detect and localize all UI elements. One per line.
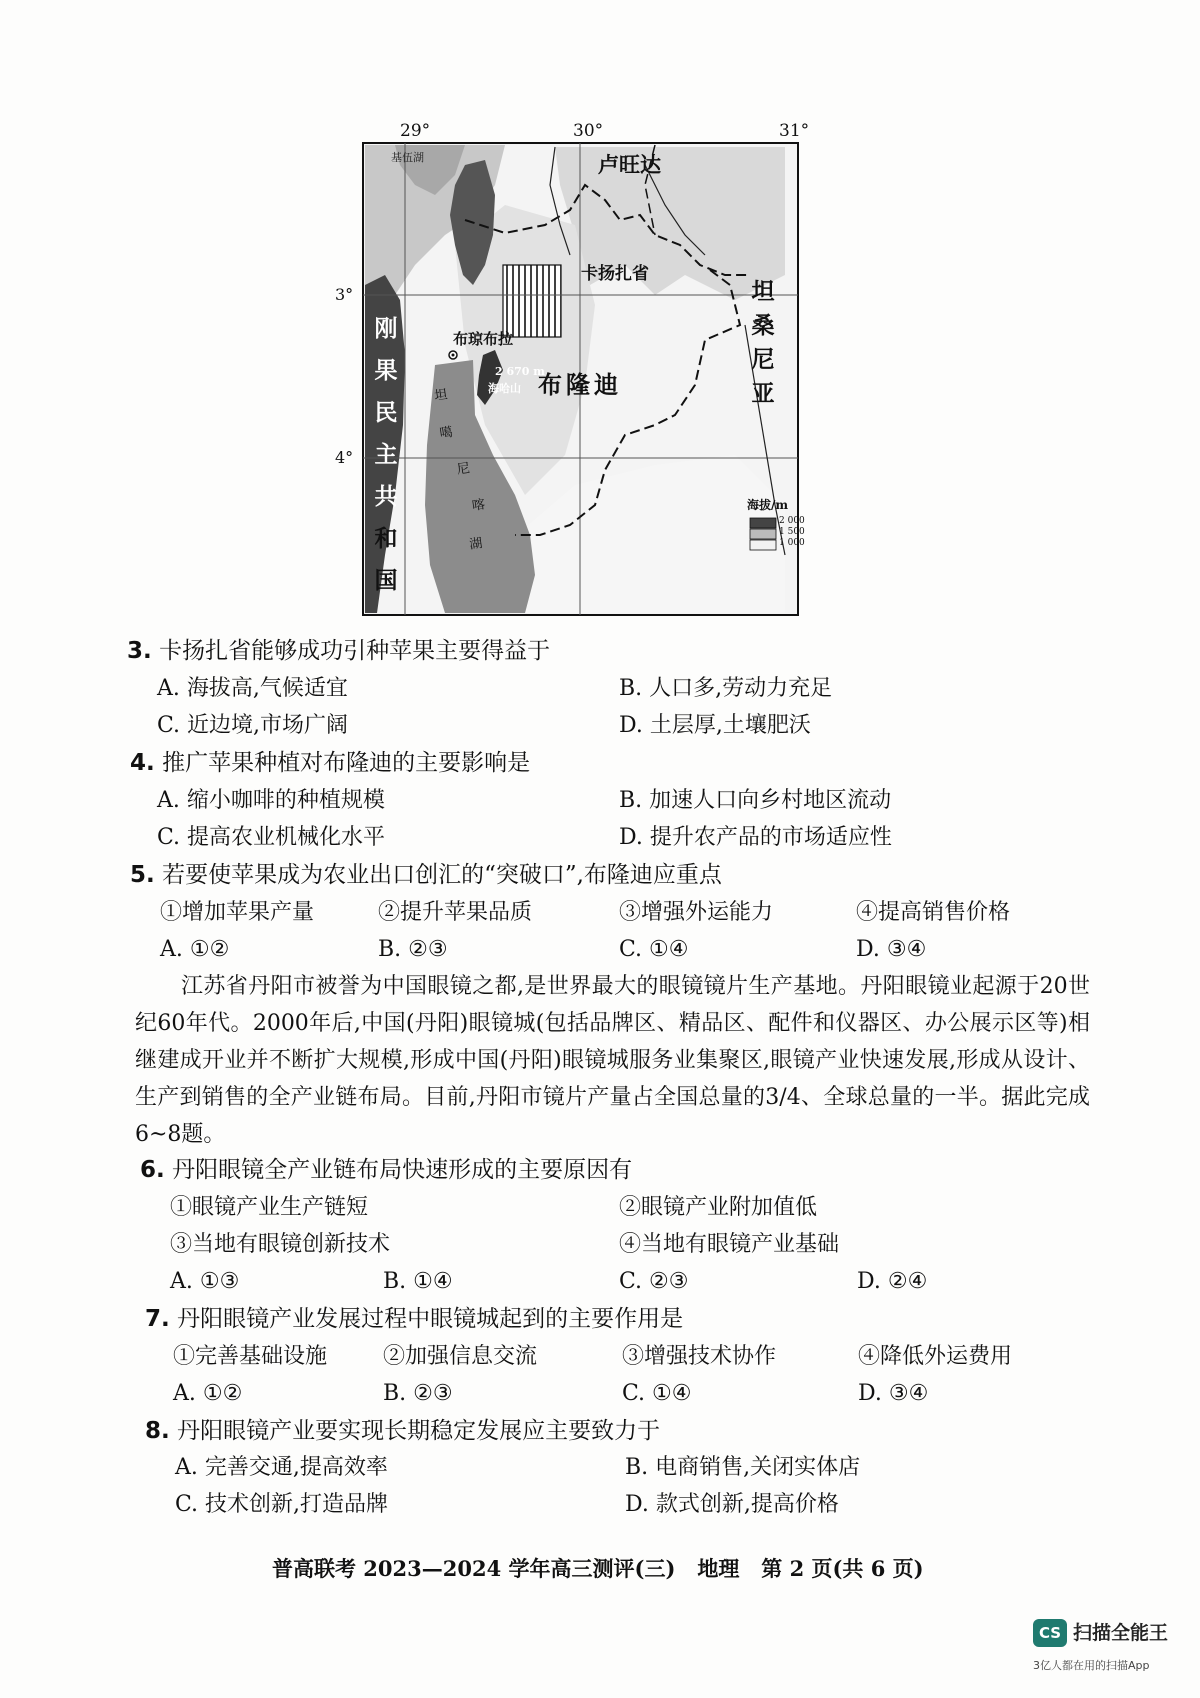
q6-option-b: B. ①④ <box>383 1269 453 1294</box>
legend-title: 海拔/m <box>747 498 789 512</box>
label-rwanda: 卢旺达 <box>598 152 661 177</box>
scanner-logo-icon: CS <box>1033 1619 1067 1647</box>
q6-item-2: ②眼镜产业附加值低 <box>619 1195 818 1220</box>
lon-label-29: 29° <box>400 121 431 141</box>
lat-label-3: 3° <box>335 285 354 304</box>
q4-option-a: A. 缩小咖啡的种植规模 <box>157 788 385 813</box>
label-lake-kivu: 基伍湖 <box>391 151 424 164</box>
q3-option-d: D. 土层厚,土壤肥沃 <box>619 713 811 738</box>
q6-item-3: ③当地有眼镜创新技术 <box>170 1232 391 1257</box>
question-4-stem: 4. 推广苹果种植对布隆迪的主要影响是 <box>130 750 531 776</box>
region-map <box>335 121 810 635</box>
q6-item-1: ①眼镜产业生产链短 <box>170 1195 369 1220</box>
label-burundi: 布隆迪 <box>538 370 622 399</box>
q5-item-3: ③增强外运能力 <box>619 900 774 925</box>
label-tanzania: 坦 桑 尼 亚 <box>751 278 775 407</box>
q8-option-d: D. 款式创新,提高价格 <box>625 1492 839 1517</box>
label-bujumbura: 布琼布拉 <box>453 330 514 348</box>
q5-option-d: D. ③④ <box>856 937 927 962</box>
page-footer: 普高联考 2023—2024 学年高三测评(三) 地理 第 2 页(共 6 页) <box>272 1556 924 1581</box>
q5-item-2: ②提升苹果品质 <box>378 900 533 925</box>
q5-option-b: B. ②③ <box>378 937 448 962</box>
question-6-stem: 6. 丹阳眼镜全产业链布局快速形成的主要原因有 <box>140 1157 633 1183</box>
q7-item-2: ②加强信息交流 <box>383 1344 538 1369</box>
q5-item-1: ①增加苹果产量 <box>160 900 315 925</box>
scanner-slogan: 3亿人都在用的扫描App <box>1033 1659 1150 1672</box>
q4-option-b: B. 加速人口向乡村地区流动 <box>619 788 892 813</box>
legend-level-1500: 1 500 <box>779 527 805 537</box>
label-lake-tanganyika: 坦 噶 尼 喀 湖 <box>433 387 487 553</box>
q7-item-4: ④降低外运费用 <box>858 1344 1013 1369</box>
q3-option-a: A. 海拔高,气候适宜 <box>157 676 348 701</box>
q6-option-a: A. ①③ <box>170 1269 240 1294</box>
legend-swatch-2000 <box>750 518 776 528</box>
q7-item-3: ③增强技术协作 <box>622 1344 777 1369</box>
legend-swatch-1500 <box>750 529 776 539</box>
legend-level-1000: 1 000 <box>779 538 805 548</box>
label-drc: 刚 果 民 主 共 和 国 <box>374 315 398 594</box>
q6-option-c: C. ②③ <box>619 1269 689 1294</box>
question-8-stem: 8. 丹阳眼镜产业要实现长期稳定发展应主要致力于 <box>145 1418 661 1444</box>
q8-option-c: C. 技术创新,打造品牌 <box>175 1492 389 1517</box>
lon-label-31: 31° <box>779 121 810 141</box>
label-kayanza: 卡扬扎省 <box>581 264 649 284</box>
legend-level-2000: 2 000 <box>779 516 805 526</box>
q4-option-c: C. 提高农业机械化水平 <box>157 825 386 850</box>
legend-swatch-1000 <box>750 540 776 550</box>
lon-label-30: 30° <box>573 121 604 141</box>
q7-option-c: C. ①④ <box>622 1381 692 1406</box>
q5-option-c: C. ①④ <box>619 937 689 962</box>
label-peak-name: 海哈山 <box>488 382 521 395</box>
q6-item-4: ④当地有眼镜产业基础 <box>619 1232 840 1257</box>
q8-option-a: A. 完善交通,提高效率 <box>175 1455 388 1480</box>
scanner-app-name: 扫描全能王 <box>1073 1622 1169 1644</box>
q4-option-d: D. 提升农产品的市场适应性 <box>619 825 892 850</box>
q5-item-4: ④提高销售价格 <box>856 900 1011 925</box>
lat-label-4: 4° <box>335 448 354 467</box>
q8-option-b: B. 电商销售,关闭实体店 <box>625 1455 861 1480</box>
q7-option-d: D. ③④ <box>858 1381 929 1406</box>
reading-passage: 江苏省丹阳市被誉为中国眼镜之都,是世界最大的眼镜镜片生产基地。丹阳眼镜业起源于20世纪60年代。2000年后,中国(丹阳)眼镜城(包括品牌区、精品区、配件和仪器区、办公展示区等)相继建成开业并不断扩大规模,形成中国(丹阳)眼镜城服务业集聚区,眼镜产业快速发展,形成从设计、生产到销售的全产业链布局。目前,丹阳市镜片产量占全国总量的3/4、全球总量的一半。据此完成6~8题。 <box>135 974 1090 1147</box>
q5-option-a: A. ①② <box>160 937 230 962</box>
q3-option-c: C. 近边境,市场广阔 <box>157 713 349 738</box>
question-3-stem: 3. 卡扬扎省能够成功引种苹果主要得益于 <box>127 638 551 664</box>
question-5-stem: 5. 若要使苹果成为农业出口创汇的“突破口”,布隆迪应重点 <box>130 862 722 888</box>
q6-option-d: D. ②④ <box>857 1269 928 1294</box>
q7-option-b: B. ②③ <box>383 1381 453 1406</box>
kayanza-province <box>503 265 561 337</box>
q7-item-1: ①完善基础设施 <box>173 1344 328 1369</box>
question-7-stem: 7. 丹阳眼镜产业发展过程中眼镜城起到的主要作用是 <box>145 1306 684 1332</box>
q7-option-a: A. ①② <box>173 1381 243 1406</box>
label-peak-elevation: 2 670 m <box>495 365 545 378</box>
scanner-watermark <box>1033 1615 1193 1685</box>
q3-option-b: B. 人口多,劳动力充足 <box>619 676 833 701</box>
